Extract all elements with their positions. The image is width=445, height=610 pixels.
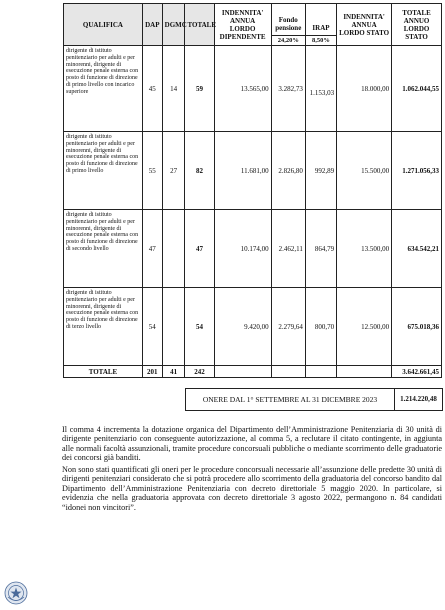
totals-empty-cell [337, 366, 392, 378]
row-fondo: 2.462,11 [271, 210, 305, 288]
row-indennita: 9.420,00 [214, 288, 271, 366]
row-qualifica: dirigente di istituto penitenziario per adulti e per minorenni, dirigente di esecuzione penale esterna con posto di funzione di direzione di secondo livello [64, 210, 143, 288]
header-indennita-stato: INDENNITA' ANNUA LORDO STATO [337, 4, 392, 46]
row-irap: 992,89 [305, 132, 336, 210]
header-irap-pct: 8,50% [306, 35, 336, 45]
row-dgmc: 14 [162, 46, 185, 132]
republic-emblem-icon [4, 581, 28, 605]
totals-row [64, 366, 442, 378]
header-irap-label: IRAP [312, 24, 330, 32]
row-totale: 82 [185, 132, 214, 210]
table-row [64, 288, 442, 366]
row-dap: 47 [142, 210, 162, 288]
header-dgmc: DGMC [162, 4, 185, 46]
cost-table [63, 3, 442, 378]
totals-empty-cell [271, 366, 305, 378]
row-dap: 55 [142, 132, 162, 210]
header-irap [305, 4, 336, 46]
row-totale: 59 [185, 46, 214, 132]
onere-row [186, 389, 443, 411]
row-totale-annuo: 1.062.044,55 [392, 46, 442, 132]
header-dap: DAP [142, 4, 162, 46]
totals-empty-cell [305, 366, 336, 378]
totals-totale-annuo: 3.642.661,45 [392, 366, 442, 378]
header-fondo-pct: 24,20% [272, 35, 305, 45]
header-fondo-label: Fondo pensione [275, 16, 302, 32]
row-fondo: 3.282,73 [271, 46, 305, 132]
row-dgmc: 27 [162, 132, 185, 210]
table-row [64, 46, 442, 132]
header-qualifica: QUALIFICA [64, 4, 143, 46]
totals-empty-cell [214, 366, 271, 378]
row-irap: 800,70 [305, 288, 336, 366]
paragraph-comma-4: Il comma 4 incrementa la dotazione organica del Dipartimento dell’Amministrazione Penitenziaria di 30 unità di dirigente penitenziario con conseguente autorizzazione, al comma 5, a reclutare il citato contingente, in aggiunta alle normali facoltà assunzionali, tramite procedure concorsuali pubbliche o mediante scorrimento delle graduatorie dei concorsi già banditi. [62, 425, 442, 463]
row-dap: 45 [142, 46, 162, 132]
header-row [64, 4, 442, 46]
row-fondo: 2.826,80 [271, 132, 305, 210]
totals-totale: 242 [185, 366, 214, 378]
row-indennita: 13.565,00 [214, 46, 271, 132]
row-irap: 864,79 [305, 210, 336, 288]
onere-box [185, 388, 443, 411]
header-totale-annuo: TOTALE ANNUO LORDO STATO [392, 4, 442, 46]
row-qualifica: dirigente di istituto penitenziario per adulti e per minorenni, dirigente di esecuzione penale esterna con posto di funzione di direzione di primo livello [64, 132, 143, 210]
paragraph-oneri: Non sono stati quantificati gli oneri per le procedure concorsuali necessarie all’assunzione delle predette 30 unità di dirigenti penitenziari considerato che si potrà procedere allo scorrimento della graduatoria del concorso bandito dal Dipartimento dell’Amministrazione Penitenziaria con decreto direttoriale 5 maggio 2020. In particolare, si evidenzia che nella graduatoria approvata con decreto direttoriale 3 agosto 2022, permangono n. 84 candidati “idonei non vincitori”. [62, 465, 442, 512]
row-totale: 54 [185, 288, 214, 366]
row-dap: 54 [142, 288, 162, 366]
table-row [64, 132, 442, 210]
row-fondo: 2.279,64 [271, 288, 305, 366]
row-totale-annuo: 675.018,36 [392, 288, 442, 366]
row-totale-annuo: 1.271.056,33 [392, 132, 442, 210]
row-qualifica: dirigente di istituto penitenziario per adulti e per minorenni, dirigente di esecuzione penale esterna con posto di funzione di direzione di terzo livello [64, 288, 143, 366]
totals-label: TOTALE [64, 366, 143, 378]
row-indennita-stato: 15.500,00 [337, 132, 392, 210]
row-irap: 1.153,03 [305, 46, 336, 132]
row-dgmc [162, 210, 185, 288]
onere-value: 1.214.220,48 [395, 389, 443, 411]
totals-dgmc: 41 [162, 366, 185, 378]
row-indennita-stato: 12.500,00 [337, 288, 392, 366]
row-totale-annuo: 634.542,21 [392, 210, 442, 288]
row-indennita-stato: 13.500,00 [337, 210, 392, 288]
header-indennita: INDENNITA' ANNUA LORDO DIPENDENTE [214, 4, 271, 46]
row-indennita: 11.681,00 [214, 132, 271, 210]
table-row [64, 210, 442, 288]
row-indennita: 10.174,00 [214, 210, 271, 288]
onere-label: ONERE DAL 1° SETTEMBRE AL 31 DICEMBRE 2023 [186, 389, 395, 411]
totals-dap: 201 [142, 366, 162, 378]
row-indennita-stato: 18.000,00 [337, 46, 392, 132]
row-qualifica: dirigente di istituto penitenziario per adulti e per minorenni, dirigente di esecuzione penale esterna con posto di funzione di direzione di primo livello con incarico superiore [64, 46, 143, 132]
header-totale: TOTALE [185, 4, 214, 46]
header-fondo [271, 4, 305, 46]
row-totale: 47 [185, 210, 214, 288]
row-dgmc [162, 288, 185, 366]
